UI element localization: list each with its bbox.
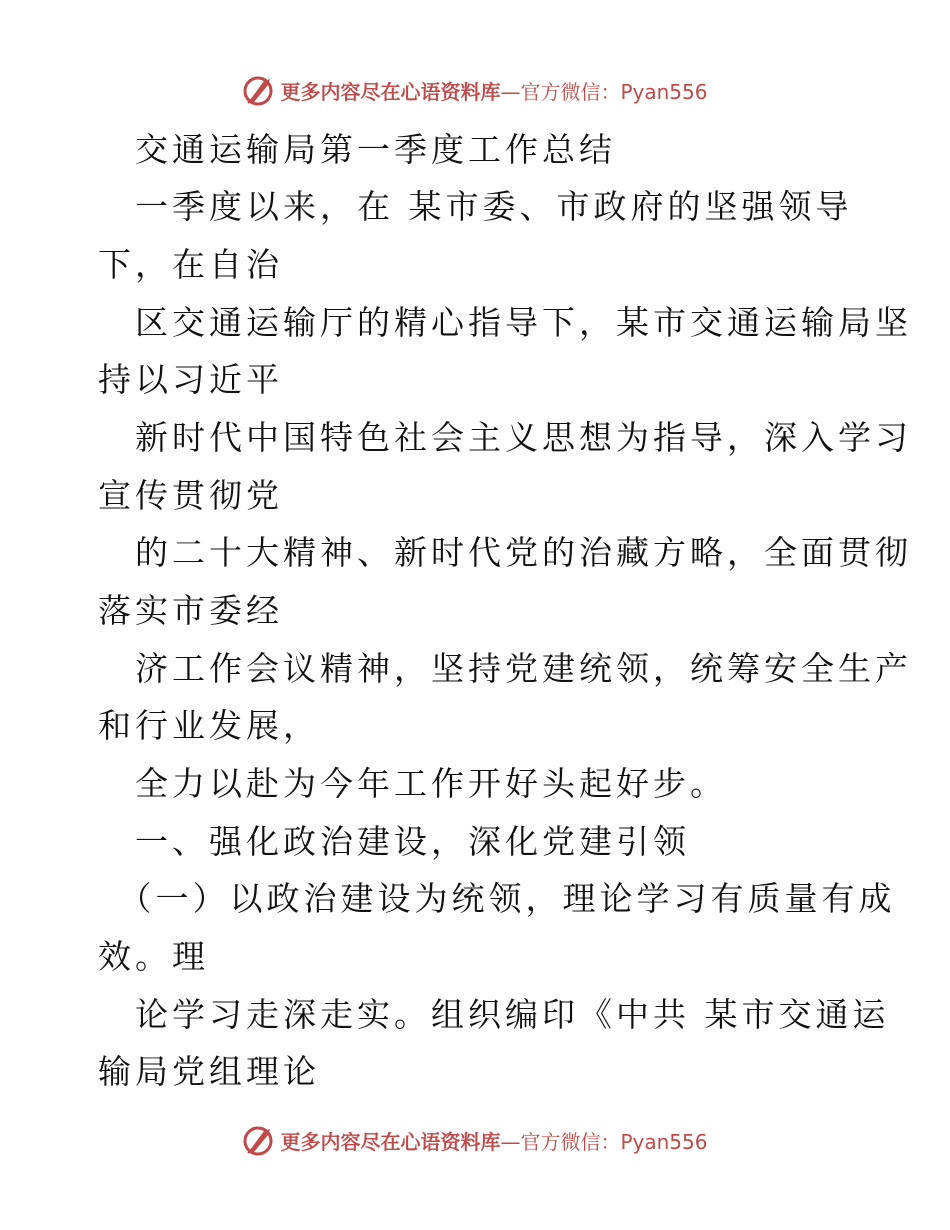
doc-line: 区交通运输厅的精心指导下，某市交通运输局坚 (98, 303, 912, 342)
doc-line: 济工作会议精神，坚持党建统领，统筹安全生产 (98, 649, 912, 688)
doc-line: 落实市委经 (98, 591, 283, 630)
doc-line: 的二十大精神、新时代党的治藏方略，全面贯彻 (98, 533, 912, 572)
watermark-text-cn: 更多内容尽在心语资料库 (280, 79, 501, 104)
header-watermark-banner (0, 70, 950, 110)
doc-line: 论学习走深走实。组织编印《中共 某市交通运 (98, 995, 890, 1034)
doc-line: 一季度以来，在 某市委、市政府的坚强领导 (98, 187, 853, 226)
doc-line: 下，在自治 (98, 245, 283, 284)
section-heading: 一、强化政治建设，深化党建引领 (98, 822, 690, 861)
watermark-text-cn: 更多内容尽在心语资料库 (280, 1129, 501, 1154)
doc-line: 新时代中国特色社会主义思想为指导，深入学习 (98, 418, 912, 457)
doc-line: 全力以赴为今年工作开好头起好步。 (98, 764, 727, 803)
doc-line: 输局党组理论 (98, 1052, 320, 1091)
quill-pen-icon (242, 1123, 276, 1157)
header-watermark (242, 73, 707, 107)
watermark-dash: — (500, 79, 521, 104)
doc-line: 宣传贯彻党 (98, 476, 283, 515)
subsection-heading: （一）以政治建设为统领，理论学习有质量有成 (98, 879, 896, 918)
doc-line: 效。理 (98, 937, 209, 976)
watermark-text (280, 1126, 707, 1155)
footer-watermark-banner (0, 1120, 950, 1160)
footer-watermark (242, 1123, 707, 1157)
watermark-dash: — (500, 1129, 521, 1154)
doc-title: 交通运输局第一季度工作总结 (98, 130, 616, 169)
doc-line: 和行业发展， (98, 706, 320, 745)
watermark-text (280, 76, 707, 105)
watermark-wechat: 官方微信：Pyan556 (520, 79, 708, 104)
watermark-wechat: 官方微信：Pyan556 (520, 1129, 708, 1154)
quill-pen-icon (242, 73, 276, 107)
doc-line: 持以习近平 (98, 360, 283, 399)
